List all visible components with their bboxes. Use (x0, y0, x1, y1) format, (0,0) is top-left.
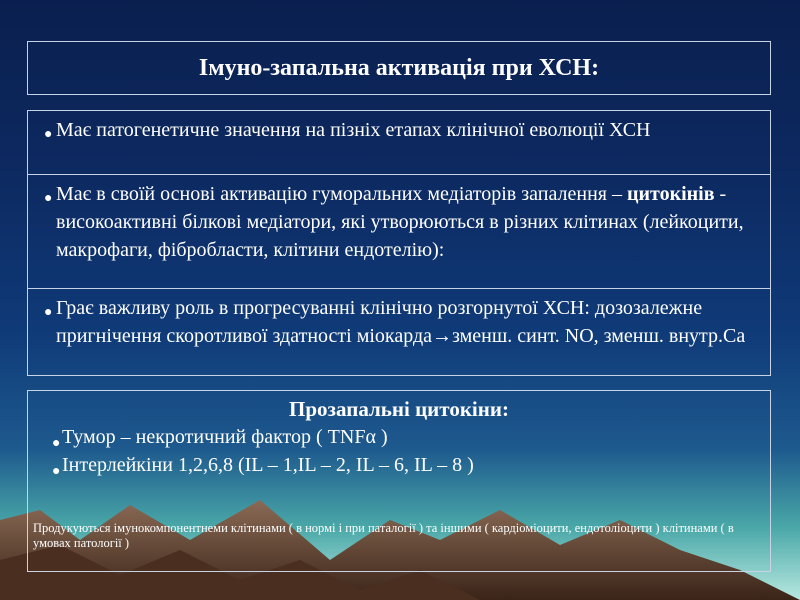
title-box (27, 41, 771, 95)
bullet-icon: ● (52, 436, 61, 451)
key-points-box (27, 110, 771, 376)
point-row (28, 289, 770, 375)
cytokines-heading: Прозапальні цитокіни: (289, 397, 509, 421)
cytokine-item (28, 451, 770, 479)
point-row (28, 175, 770, 289)
point-text-end: - високоактивні білкові медіатори, які утворюються в різних клітинах (лейкоцити, макрофаги, фібробласти, клітини ендотелію): (56, 183, 744, 261)
point-row (28, 111, 770, 175)
point-text: Грає важливу роль в прогресуванні клінічно розгорнутої ХСН: дозозалежне пригнічення скоротливої здатності міокарда→зменш. синт. NO, зменш. внутр.Са (56, 297, 746, 347)
bullet-icon: ● (44, 191, 53, 206)
slide-title: Імуно-запальна активація при ХСН: (198, 54, 600, 81)
point-keyword: цитокінів (626, 183, 715, 205)
bullet-icon: ● (44, 127, 53, 142)
bullet-icon: ● (52, 464, 61, 479)
cytokine-item (28, 423, 770, 451)
cytokine-text: Тумор – некротичний фактор ( TNFα ) (62, 426, 388, 448)
bullet-icon: ● (44, 305, 53, 320)
cytokines-footnote: Продукуються імунокомпонентнеми клітинами ( в нормі і при паталогії ) та іншими ( кардіоміоцити, ендотоліоцити ) клітинами ( в умовах патології ) (33, 521, 734, 550)
cytokine-text: Інтерлейкіни 1,2,6,8 (IL – 1,IL – 2, IL – 6, IL – 8 ) (62, 454, 474, 476)
cytokines-box (27, 390, 771, 572)
point-text-start: Має в своїй основі активацію гуморальних медіаторів запалення – (56, 183, 627, 205)
point-text: Має патогенетичне значення на пізніх етапах клінічної еволюції ХСН (56, 119, 651, 141)
